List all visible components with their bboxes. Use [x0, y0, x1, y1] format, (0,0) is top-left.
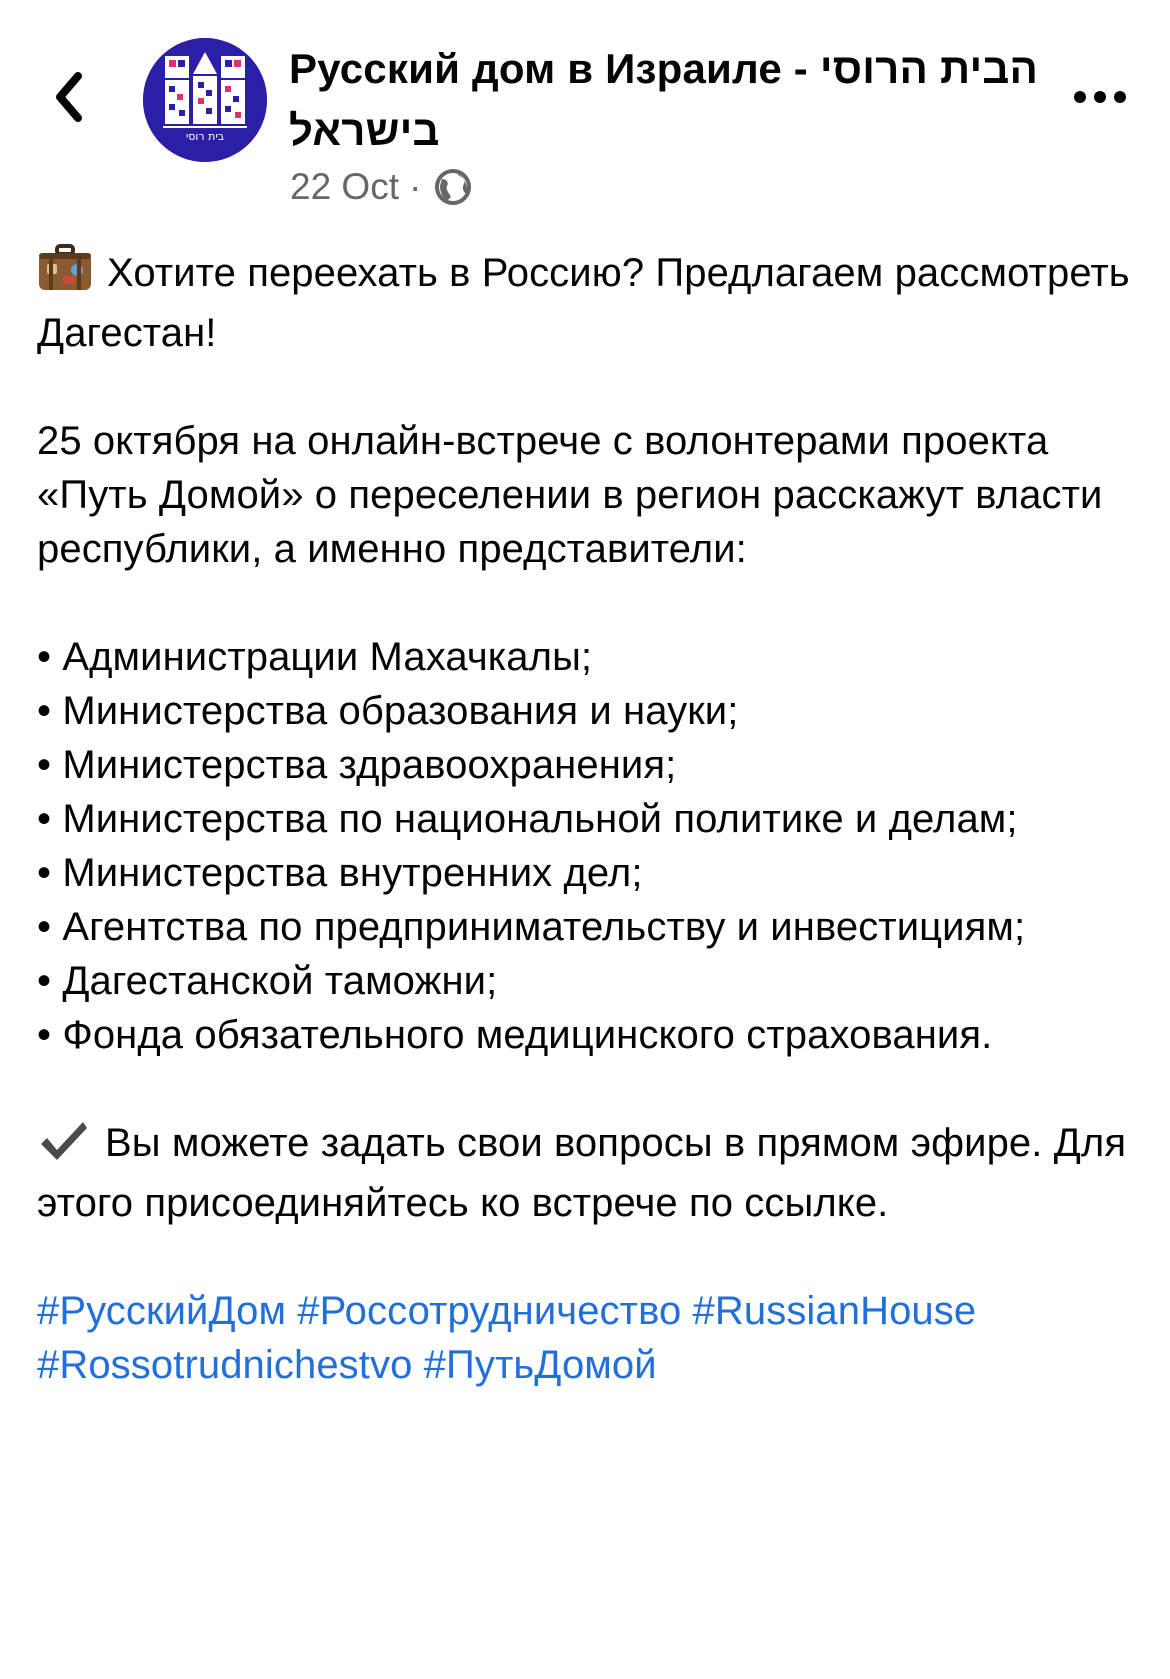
back-button[interactable]	[48, 62, 94, 132]
page-avatar[interactable]	[143, 38, 267, 162]
hashtag-list	[37, 1284, 1147, 1392]
post-intro-text: Хотите переехать в Россию? Предлагаем рассмотреть Дагестан!	[37, 251, 1130, 355]
post-closing	[37, 1116, 1147, 1230]
more-dots-icon	[1072, 84, 1128, 110]
meta-separator: ·	[409, 166, 422, 207]
list-item: • Агентства по предпринимательству и инвестициям;	[37, 905, 1026, 949]
page-name[interactable]: Русский дом в Израиле - הבית הרוסי בישראל	[289, 45, 1039, 154]
post-closing-text: Вы можете задать свои вопросы в прямом эфире. Для этого присоединяйтесь ко встрече по ссылке.	[37, 1121, 1127, 1225]
list-item: • Фонда обязательного медицинского страхования.	[37, 1013, 993, 1057]
russian-house-logo	[143, 38, 267, 162]
list-item: • Министерства здравоохранения;	[37, 743, 677, 787]
hashtag-link[interactable]: #Rossotrudnichestvo	[37, 1343, 413, 1387]
hashtag-link[interactable]: #РусскийДом	[37, 1289, 287, 1333]
post-paragraph: 25 октября на онлайн-встрече с волонтерами проекта «Путь Домой» о переселении в регион расскажут власти республики, а именно представители:	[37, 419, 1103, 571]
post-meta	[290, 162, 473, 212]
globe-icon[interactable]	[433, 167, 473, 207]
more-options-button[interactable]	[1072, 84, 1128, 110]
avatar-caption: בית רוסי	[185, 130, 225, 143]
list-item: • Администрации Махачкалы;	[37, 635, 593, 679]
hashtag-link[interactable]: #RussianHouse	[692, 1289, 977, 1333]
chevron-left-icon	[48, 62, 94, 132]
bullet-list	[37, 630, 1147, 1062]
list-item: • Дагестанской таможни;	[37, 959, 498, 1003]
post-intro	[37, 244, 1147, 360]
hashtag-link[interactable]: #Россотрудничество	[297, 1289, 682, 1333]
suitcase-emoji	[37, 244, 93, 306]
post-body	[37, 244, 1147, 1392]
list-item: • Министерства образования и науки;	[37, 689, 739, 733]
list-item: • Министерства внутренних дел;	[37, 851, 643, 895]
post-header	[0, 0, 1170, 220]
hashtag-link[interactable]: #ПутьДомой	[423, 1343, 657, 1387]
post-date[interactable]: 22 Oct	[290, 166, 399, 207]
checkmark-emoji	[37, 1118, 91, 1176]
list-item: • Министерства по национальной политике и делам;	[37, 797, 1018, 841]
